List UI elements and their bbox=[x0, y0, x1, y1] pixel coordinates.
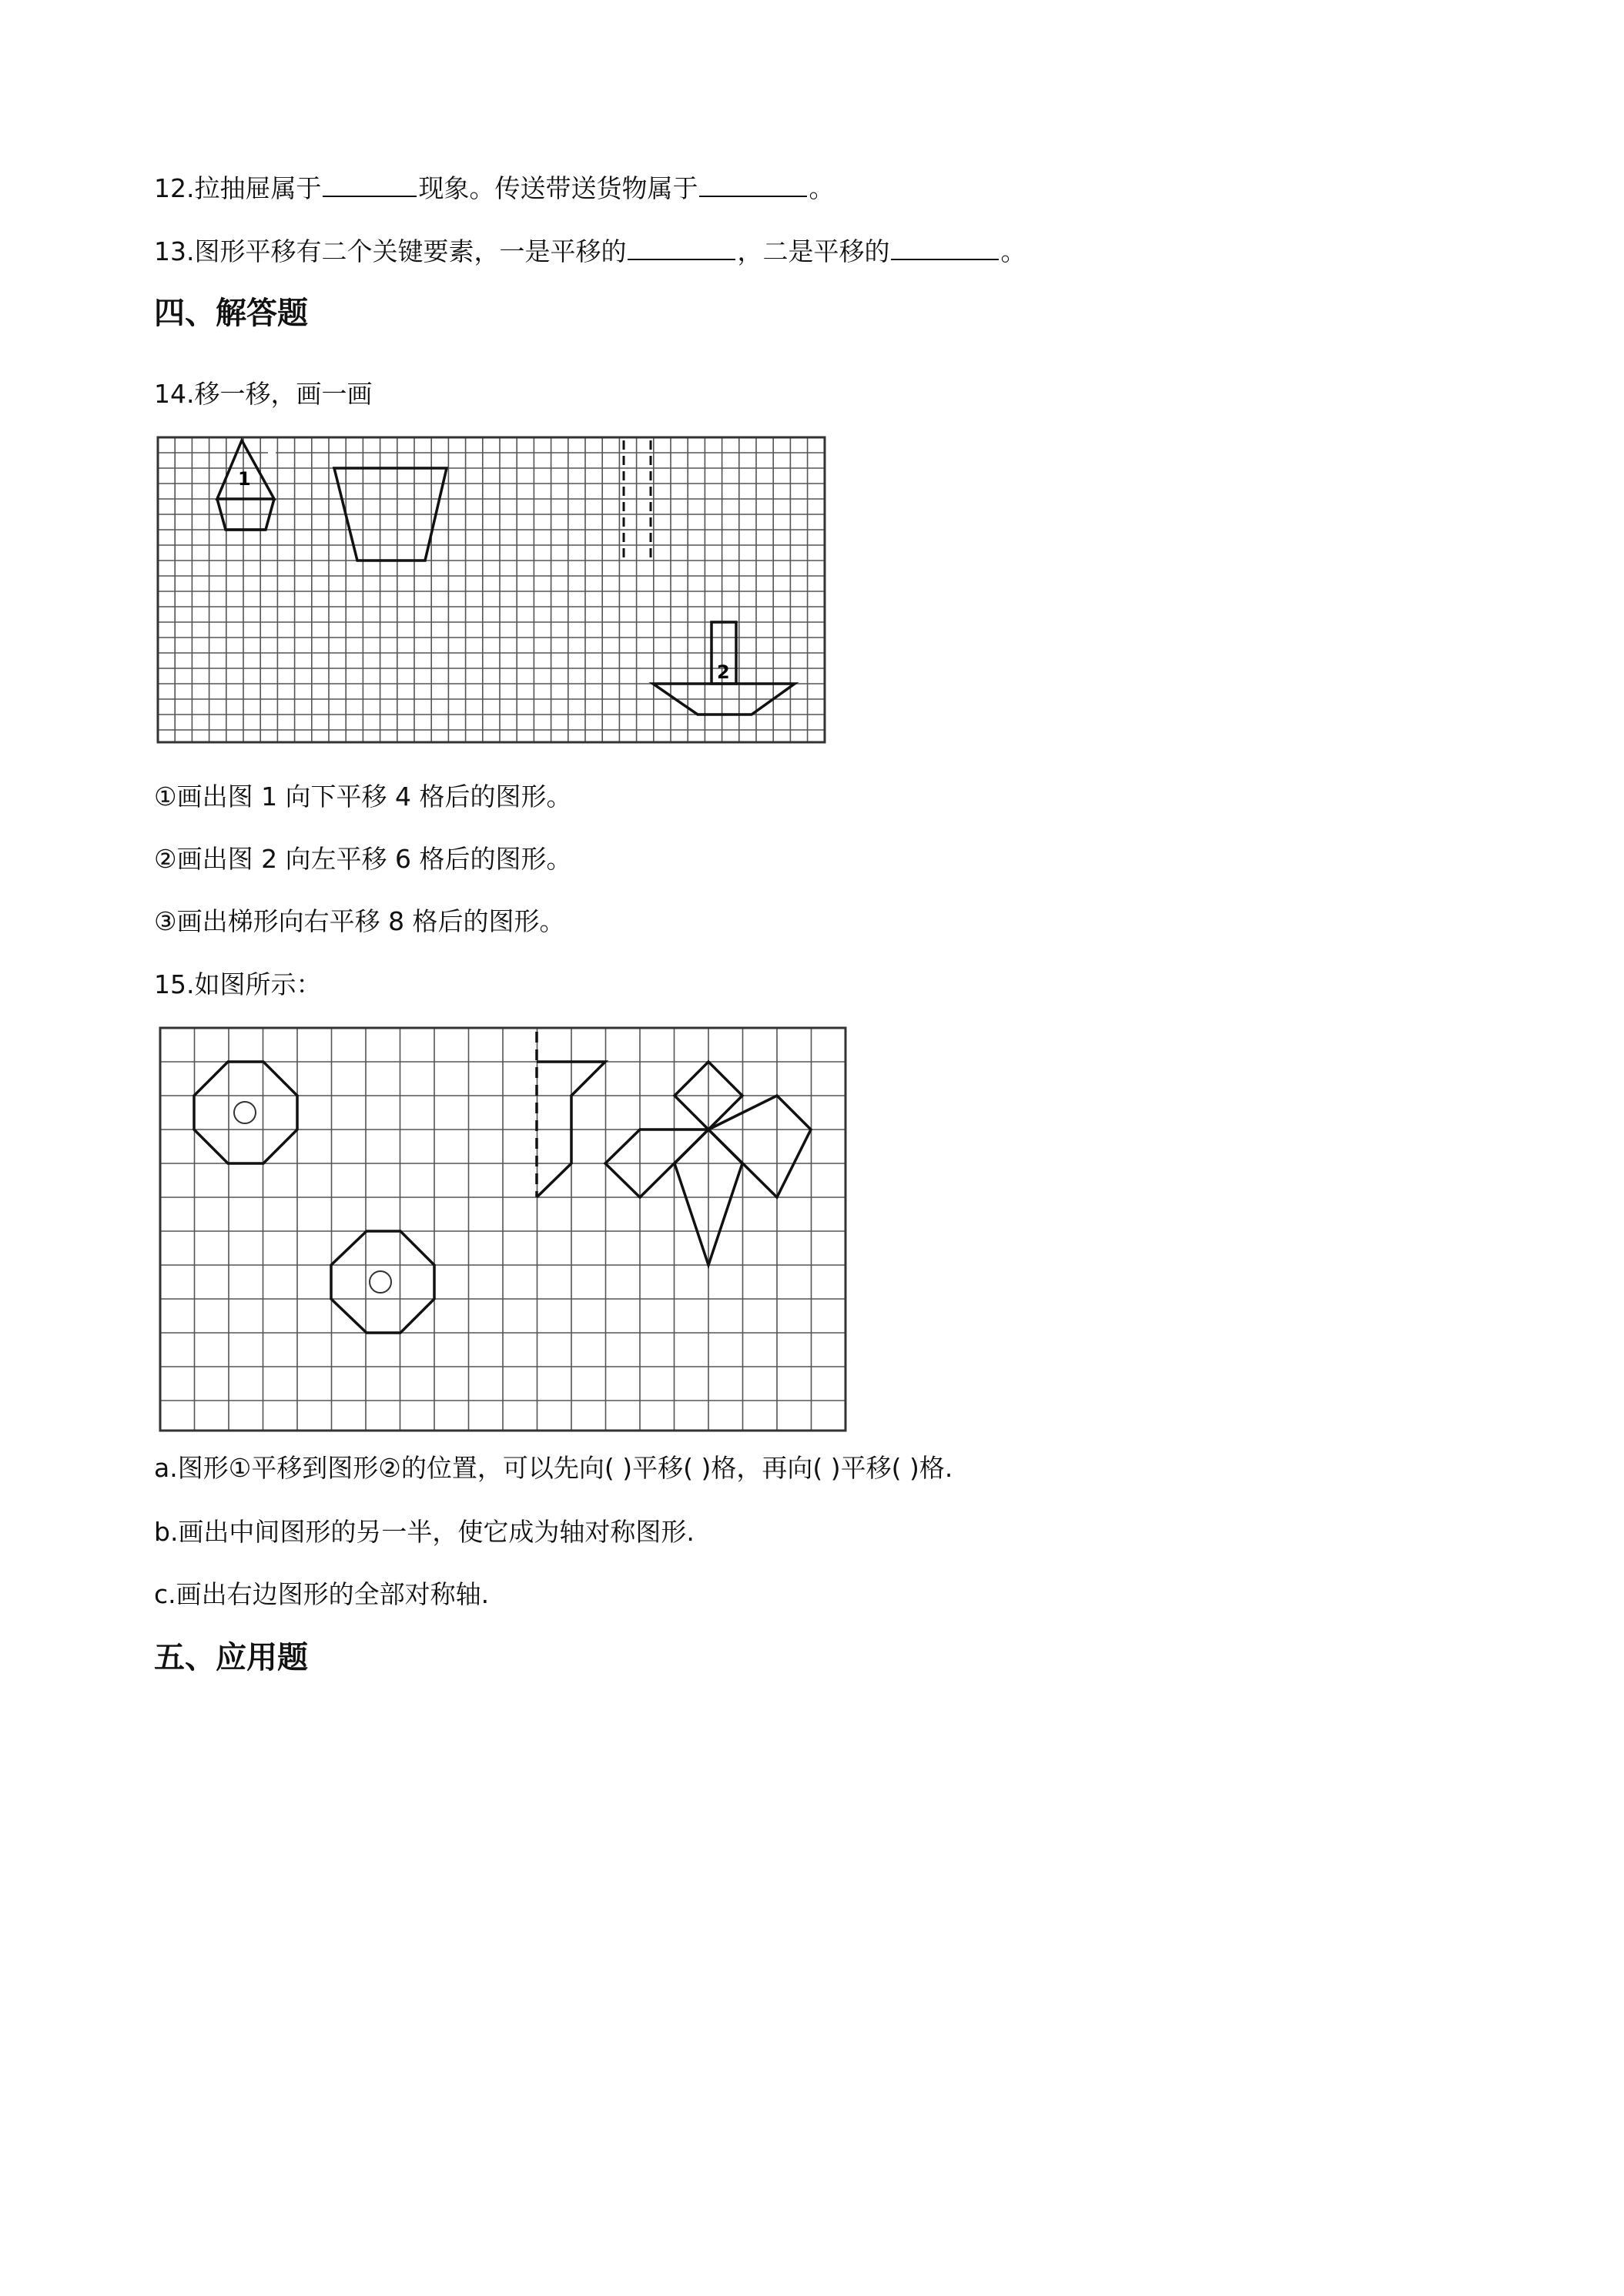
q15-octagon-2-mark bbox=[370, 1271, 391, 1293]
q15-octagon-2 bbox=[331, 1231, 434, 1333]
q13-answer-blank-1[interactable] bbox=[628, 258, 735, 260]
q15-item-a: a.图形①平移到图形②的位置，可以先向( )平移( )格，再向( )平移( )格. bbox=[154, 1453, 953, 1483]
q13-answer-blank-2[interactable] bbox=[891, 258, 999, 260]
question-13 bbox=[154, 236, 1026, 266]
q14-dashed-line bbox=[624, 440, 651, 562]
q14-item-3: ③画出梯形向右平移 8 格后的图形。 bbox=[154, 906, 565, 936]
q15-item-b: b.画出中间图形的另一半，使它成为轴对称图形. bbox=[154, 1517, 695, 1547]
q12-number: 12. bbox=[154, 173, 195, 203]
q13-text-2: ，二是平移的 bbox=[737, 236, 890, 266]
q14-figure-2-label: 2 bbox=[717, 661, 730, 683]
q13-text-1: 图形平移有二个关键要素，一是平移的 bbox=[194, 236, 627, 266]
q14-grid-figure bbox=[154, 434, 847, 758]
q15-octagon-1 bbox=[194, 1062, 297, 1163]
q13-number: 13. bbox=[154, 236, 195, 266]
q14-item-1: ①画出图 1 向下平移 4 格后的图形。 bbox=[154, 782, 572, 812]
q12-text-2: 现象。传送带送货物属于 bbox=[418, 173, 698, 203]
q14-figure-1-label: 1 bbox=[238, 468, 251, 490]
q13-end: 。 bbox=[1000, 236, 1026, 266]
q15-grid-lines bbox=[160, 1028, 845, 1431]
question-14-title: 14.移一移，画一画 bbox=[154, 379, 373, 409]
q14-grid-lines bbox=[158, 437, 825, 742]
section-5-heading: 五、应用题 bbox=[154, 1640, 308, 1675]
q15-item-c: c.画出右边图形的全部对称轴. bbox=[154, 1579, 490, 1609]
q12-answer-blank-1[interactable] bbox=[323, 195, 417, 197]
q15-octagon-1-mark bbox=[234, 1102, 256, 1123]
section-4-heading: 四、解答题 bbox=[154, 296, 308, 331]
q12-end: 。 bbox=[809, 173, 835, 203]
q12-text-1: 拉抽屉属于 bbox=[194, 173, 322, 203]
question-12 bbox=[154, 173, 835, 203]
q12-answer-blank-2[interactable] bbox=[699, 195, 807, 197]
question-15-title: 15.如图所示： bbox=[154, 969, 322, 999]
q15-grid-figure bbox=[154, 1024, 862, 1455]
q14-item-2: ②画出图 2 向左平移 6 格后的图形。 bbox=[154, 844, 572, 874]
